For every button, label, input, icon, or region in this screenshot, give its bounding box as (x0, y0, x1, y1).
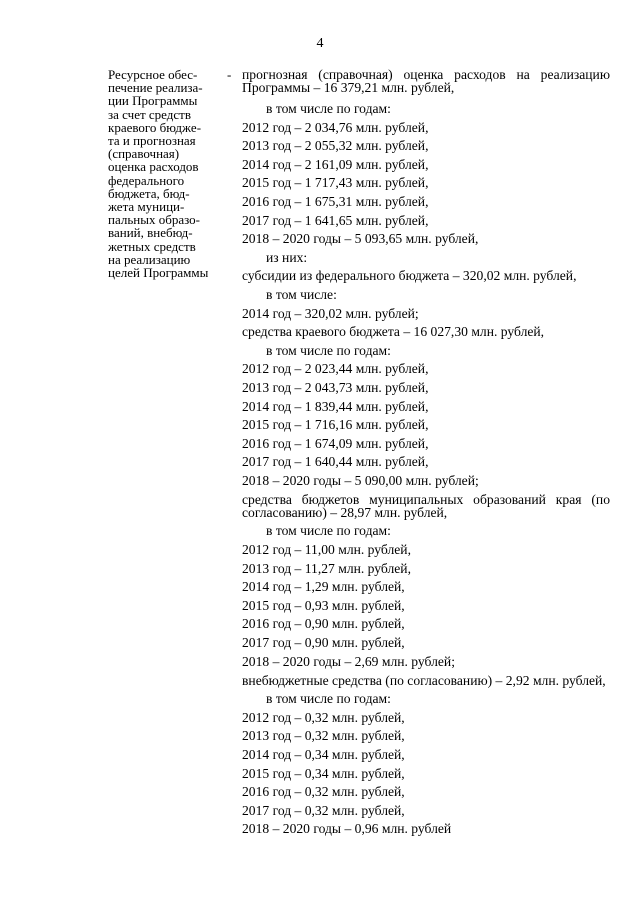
year-line: 2014 год – 320,02 млн. рублей; (242, 305, 419, 321)
section-label-line: жета муници- (108, 199, 185, 215)
section-label-line: ции Программы (108, 93, 198, 109)
year-line: 2012 год – 2 034,76 млн. рублей, (242, 119, 429, 135)
year-line: 2014 год – 1,29 млн. рублей, (242, 579, 405, 595)
regional-line: средства краевого бюджета – 16 027,30 млн. рублей, (242, 324, 545, 340)
year-line: 2018 – 2020 годы – 2,69 млн. рублей; (242, 653, 455, 669)
including-label: в том числе: (266, 286, 337, 302)
year-line: 2015 год – 0,34 млн. рублей, (242, 765, 405, 781)
year-line: 2013 год – 0,32 млн. рублей, (242, 728, 405, 744)
section-label-line: федерального (108, 172, 185, 188)
year-line: 2016 год – 0,32 млн. рублей, (242, 784, 405, 800)
year-line: 2016 год – 1 674,09 млн. рублей, (242, 435, 429, 451)
section-label-line: оценка расходов (108, 159, 199, 175)
of-them-label: из них: (266, 249, 308, 265)
separator-dash: - (227, 67, 232, 82)
federal-line: субсидии из федерального бюджета – 320,02 млн. рублей, (242, 268, 577, 284)
section-label (108, 68, 226, 279)
intro-paragraph: прогнозная (справочная) оценка расходов на реализацию Программы – 16 379,21 млн. рублей, (242, 67, 610, 95)
section-label-line: та и прогнозная (108, 133, 196, 149)
section-label-line: за счет средств (108, 106, 191, 122)
page-number: 4 (316, 36, 324, 51)
year-line: 2018 – 2020 годы – 5 090,00 млн. рублей; (242, 472, 479, 488)
year-line: 2017 год – 0,90 млн. рублей, (242, 635, 405, 651)
funding-details (242, 68, 610, 839)
year-line: 2014 год – 2 161,09 млн. рублей, (242, 156, 429, 172)
year-line: 2013 год – 2 043,73 млн. рублей, (242, 379, 429, 395)
section-label-line: на реализацию (108, 251, 191, 267)
municipal-paragraph: средства бюджетов муниципальных образований края (по согласованию) – 28,97 млн. рублей, (242, 492, 610, 521)
year-line: 2017 год – 1 640,44 млн. рублей, (242, 454, 429, 470)
section-label-line: краевого бюджe- (108, 119, 202, 135)
year-line: 2013 год – 11,27 млн. рублей, (242, 560, 411, 576)
year-line: 2018 – 2020 годы – 5 093,65 млн. рублей, (242, 231, 479, 247)
by-years-label: в том числе по годам: (266, 691, 391, 707)
section-label-line: пальных образо- (108, 212, 200, 228)
year-line: 2014 год – 1 839,44 млн. рублей, (242, 398, 429, 414)
section-label-line: бюджета, бюд- (108, 185, 190, 201)
year-line: 2016 год – 1 675,31 млн. рублей, (242, 193, 429, 209)
section-label-line: целей Программы (108, 265, 209, 281)
year-line: 2012 год – 0,32 млн. рублей, (242, 709, 405, 725)
section-label-line: жетных средств (108, 238, 196, 254)
year-line: 2016 год – 0,90 млн. рублей, (242, 616, 405, 632)
section-label-line: Ресурсное обес- (108, 67, 198, 82)
year-line: 2012 год – 11,00 млн. рублей, (242, 542, 411, 558)
year-line: 2015 год – 1 716,16 млн. рублей, (242, 417, 429, 433)
by-years-label: в том числе по годам: (266, 342, 391, 358)
year-line: 2015 год – 1 717,43 млн. рублей, (242, 175, 429, 191)
section-label-line: (справочная) (108, 146, 180, 162)
section-label-line: ваний, внебюд- (108, 225, 193, 241)
by-years-label: в том числе по годам: (266, 523, 391, 539)
year-line: 2018 – 2020 годы – 0,96 млн. рублей (242, 821, 452, 837)
year-line: 2014 год – 0,34 млн. рублей, (242, 747, 405, 762)
year-line: 2017 год – 0,32 млн. рублей, (242, 802, 405, 818)
year-line: 2013 год – 2 055,32 млн. рублей, (242, 138, 429, 154)
year-line: 2017 год – 1 641,65 млн. рублей, (242, 212, 429, 228)
offbudget-paragraph: внебюджетные средства (по согласованию) – 2,92 млн. рублей, (242, 673, 606, 689)
by-years-label: в том числе по годам: (266, 101, 391, 116)
section-label-line: печение реализа- (108, 80, 203, 96)
year-line: 2015 год – 0,93 млн. рублей, (242, 597, 405, 613)
year-line: 2012 год – 2 023,44 млн. рублей, (242, 361, 429, 377)
